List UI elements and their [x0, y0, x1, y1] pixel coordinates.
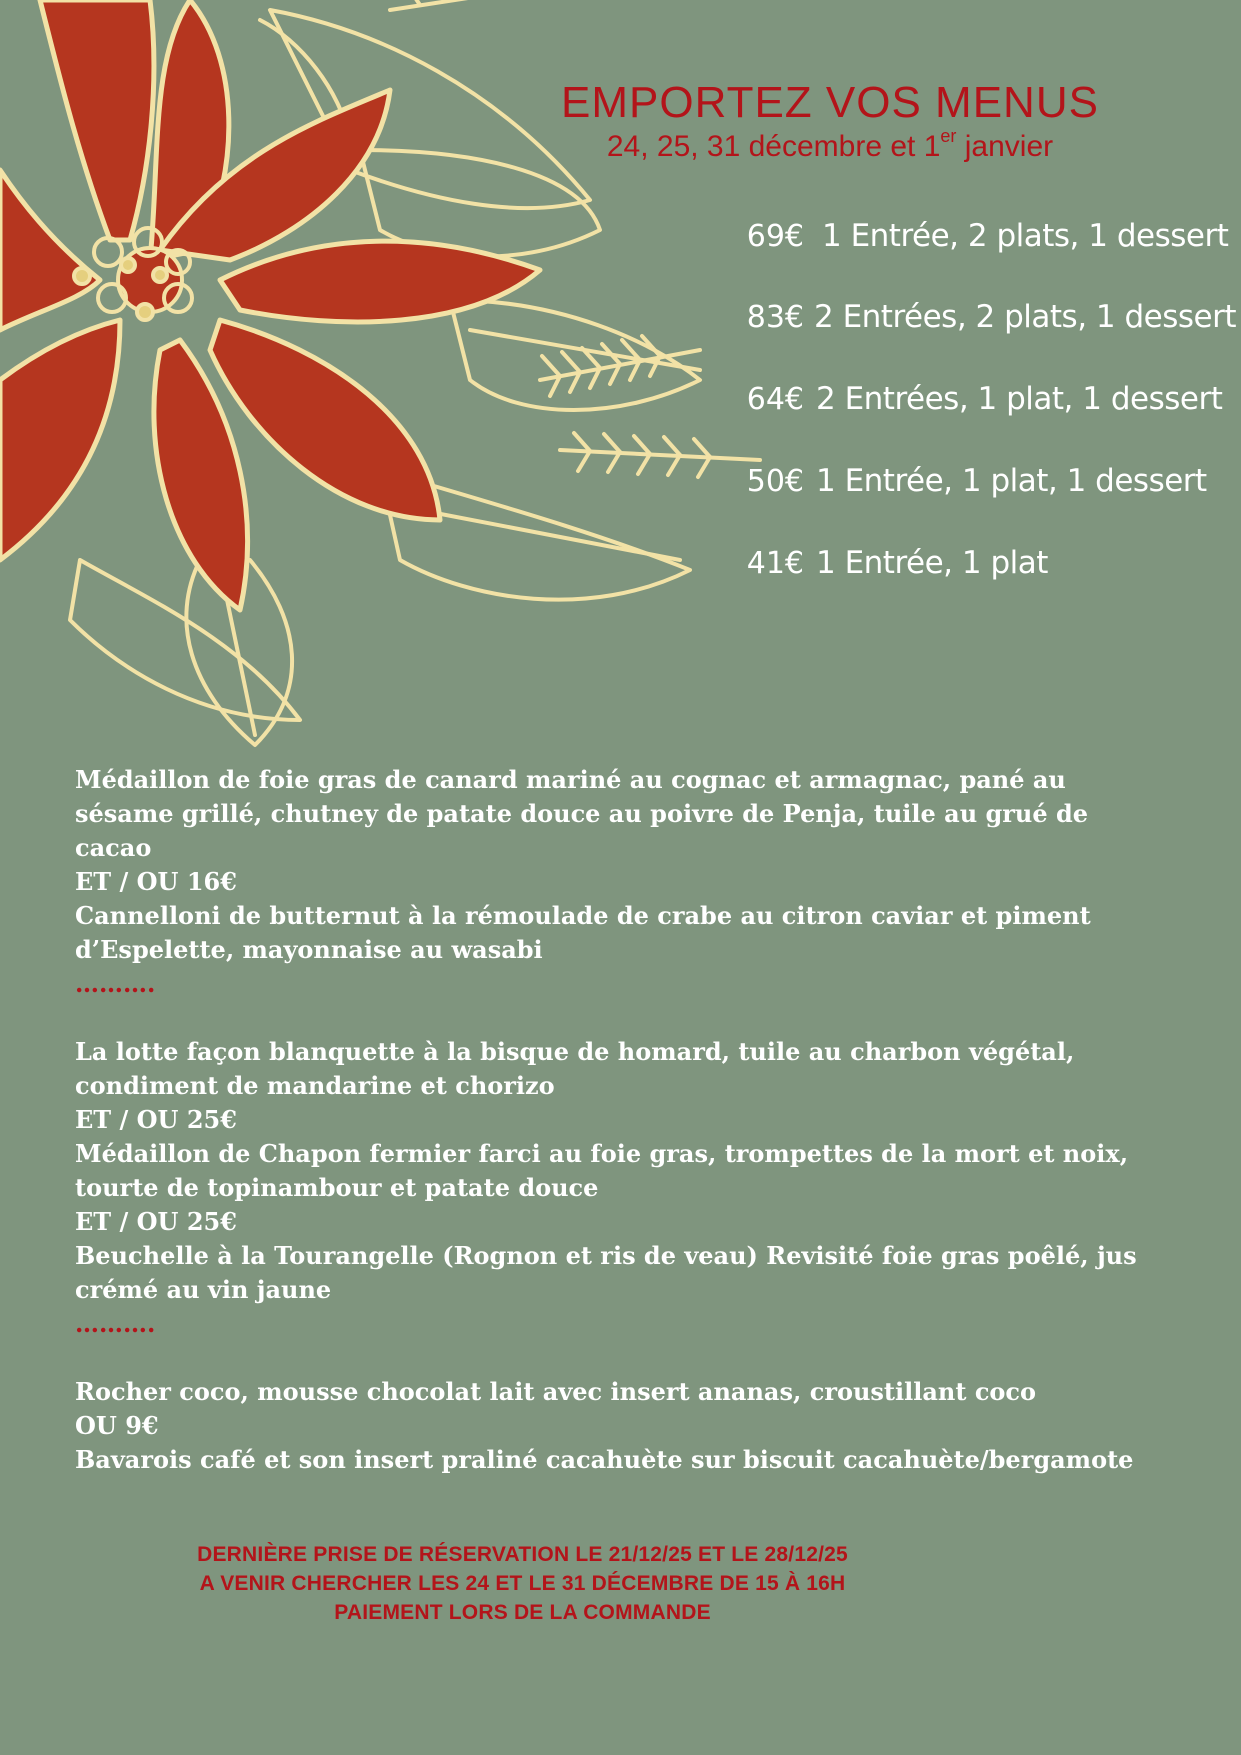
- formula-price: 41€: [746, 546, 804, 581]
- formula-description: 1 Entrée, 1 plat: [816, 545, 1048, 581]
- menu-separator: ET / OU 25€: [75, 1207, 237, 1236]
- menu-line: sésame grillé, chutney de patate douce au poivre de Penja, tuile au grué de: [75, 799, 1089, 828]
- dates-subtitle: [520, 128, 1140, 166]
- formula-description: 2 Entrées, 1 plat, 1 dessert: [816, 381, 1223, 417]
- menu-line: cacao: [75, 833, 152, 862]
- formula-price: 83€: [746, 300, 804, 335]
- menu-line: Cannelloni de butternut à la rémoulade de crabe au citron caviar et piment: [75, 901, 1091, 930]
- formula-price: 64€: [746, 382, 804, 417]
- dates-superscript: er: [940, 126, 957, 146]
- page-title: EMPORTEZ VOS MENUS: [561, 78, 1099, 127]
- menu-line: Rocher coco, mousse chocolat lait avec insert ananas, croustillant coco: [75, 1377, 1037, 1406]
- dates-prefix: 24, 25, 31 décembre et 1: [606, 130, 941, 163]
- notice-line: DERNIÈRE PRISE DE RÉSERVATION LE 21/12/25 ET LE 28/12/25: [197, 1543, 848, 1566]
- menu-line: Bavarois café et son insert praliné cacahuète sur biscuit cacahuète/bergamote: [75, 1445, 1134, 1474]
- menu-details: [75, 763, 1185, 1477]
- notice-line: A VENIR CHERCHER LES 24 ET LE 31 DÉCEMBRE DE 15 À 16H: [199, 1572, 846, 1595]
- menu-separator: ET / OU 16€: [75, 867, 237, 896]
- menu-line: tourte de topinambour et patate douce: [75, 1173, 599, 1202]
- plats-section: [75, 1035, 1185, 1341]
- menu-separator: OU 9€: [75, 1411, 159, 1440]
- menu-line: Médaillon de Chapon fermier farci au foie gras, trompettes de la mort et noix,: [75, 1139, 1129, 1168]
- formula-description: 1 Entrée, 1 plat, 1 dessert: [816, 463, 1207, 499]
- entrees-section: [75, 763, 1185, 1001]
- menu-line: condiment de mandarine et chorizo: [75, 1071, 555, 1100]
- header: [520, 78, 1140, 166]
- formula-description: 1 Entrée, 2 plats, 1 dessert: [822, 218, 1229, 254]
- formula-row: [740, 545, 1048, 581]
- desserts-section: [75, 1375, 1185, 1477]
- formula-row: [740, 299, 1236, 335]
- menu-line: crémé au vin jaune: [75, 1275, 332, 1304]
- dates-suffix: janvier: [956, 130, 1054, 163]
- section-divider-dots: ……….: [75, 1309, 156, 1338]
- formula-price: 50€: [746, 464, 804, 499]
- menu-line: Médaillon de foie gras de canard mariné au cognac et armagnac, pané au: [75, 765, 1066, 794]
- formula-price: 69€: [746, 219, 804, 254]
- formula-row: [740, 218, 1228, 254]
- formula-row: [740, 381, 1222, 417]
- notice-line: PAIEMENT LORS DE LA COMMANDE: [334, 1601, 711, 1624]
- menu-line: d’Espelette, mayonnaise au wasabi: [75, 935, 543, 964]
- reservation-notice: [150, 1540, 895, 1627]
- section-divider-dots: ……….: [75, 969, 156, 998]
- menu-line: La lotte façon blanquette à la bisque de homard, tuile au charbon végétal,: [75, 1037, 1075, 1066]
- menu-line: Beuchelle à la Tourangelle (Rognon et ris de veau) Revisité foie gras poêlé, jus: [75, 1241, 1137, 1270]
- formula-description: 2 Entrées, 2 plats, 1 dessert: [814, 299, 1237, 335]
- formula-row: [740, 463, 1207, 499]
- menu-separator: ET / OU 25€: [75, 1105, 237, 1134]
